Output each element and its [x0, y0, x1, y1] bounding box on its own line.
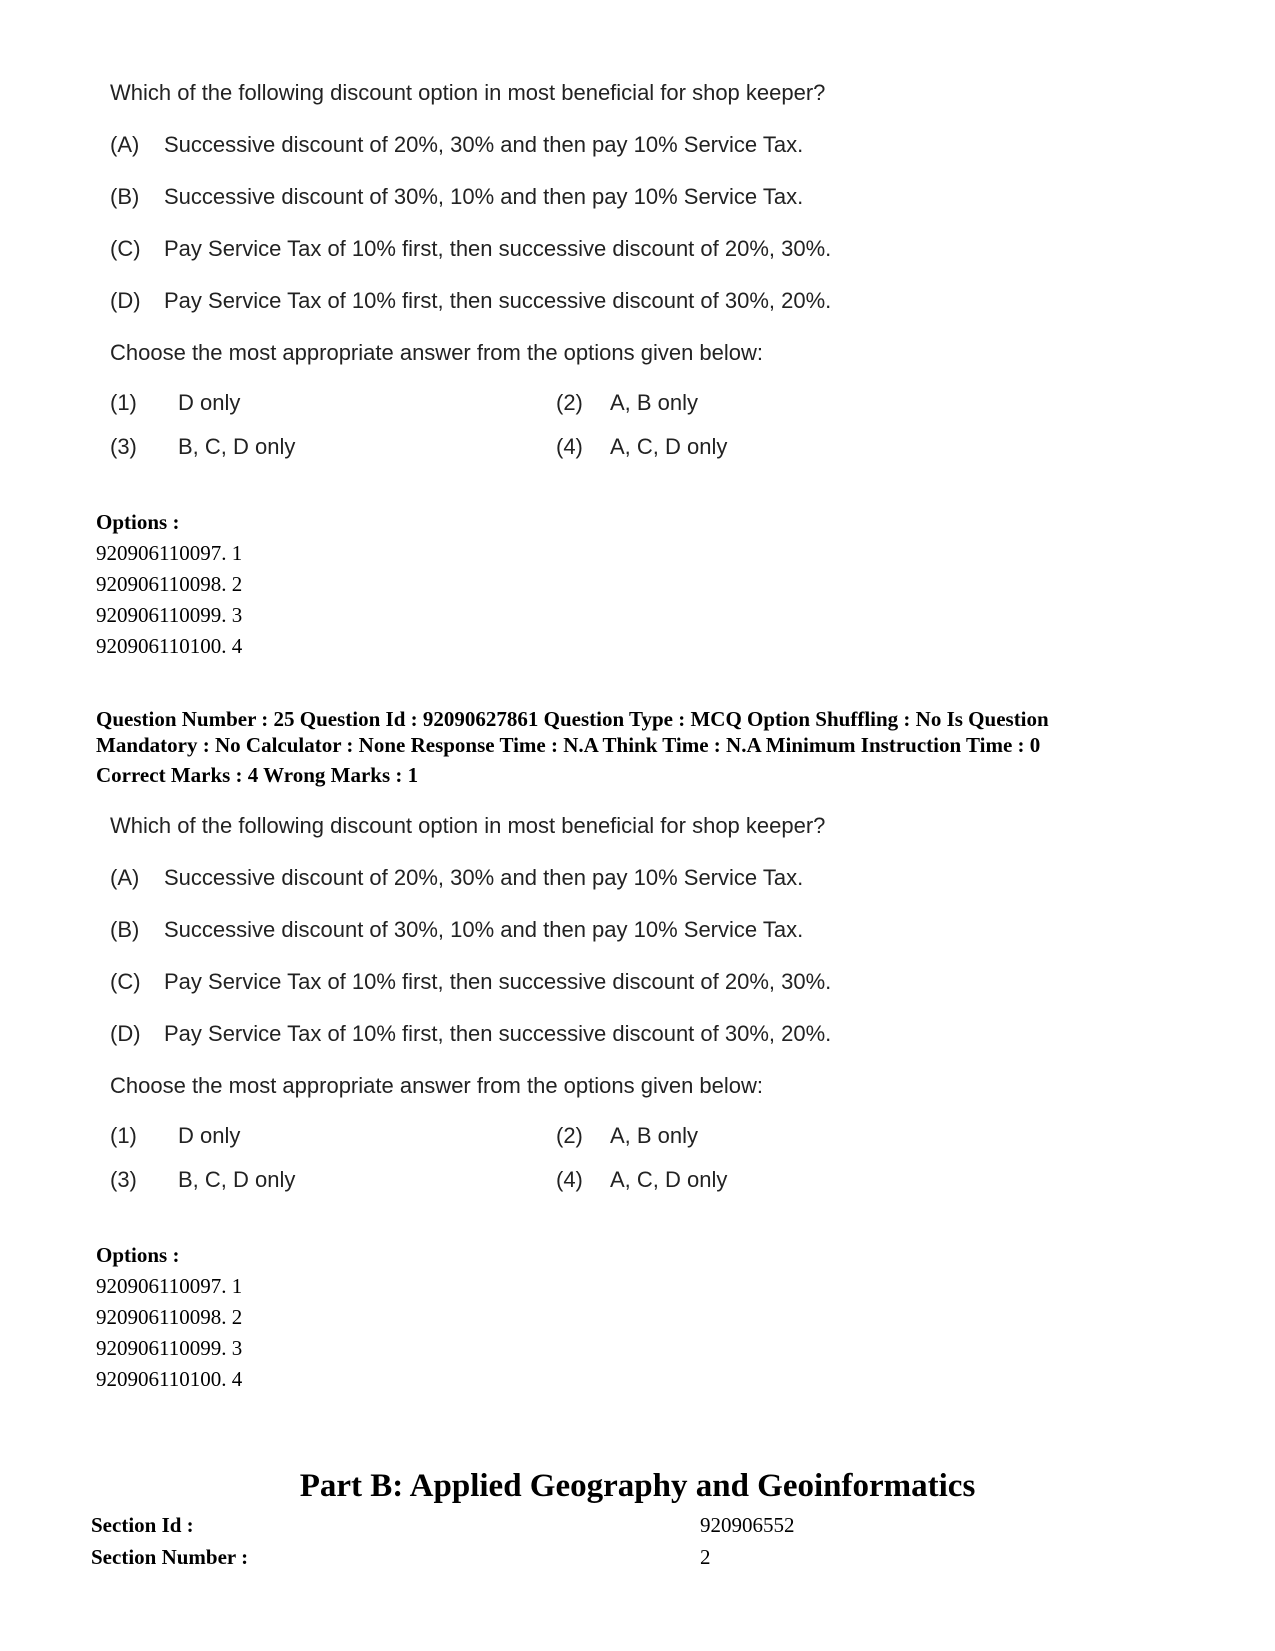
section-id-value: 920906552 [700, 1513, 795, 1537]
option-id-1: 920906110097. 1 [96, 1274, 243, 1298]
answer-number: (4) [556, 1167, 583, 1192]
question-text: Which of the following discount option in most beneficial for shop keeper? [110, 80, 826, 105]
statement-text: Pay Service Tax of 10% first, then successive discount of 30%, 20%. [164, 288, 832, 313]
answer-text: B, C, D only [178, 1167, 296, 1192]
instruction-text: Choose the most appropriate answer from the options given below: [110, 340, 764, 365]
answer-number: (1) [110, 390, 137, 415]
answer-text: A, C, D only [610, 1167, 728, 1192]
statement-text: Successive discount of 20%, 30% and then pay 10% Service Tax. [164, 865, 804, 890]
section-number-label: Section Number : [91, 1545, 249, 1569]
answer-number: (3) [110, 1167, 137, 1192]
options-heading: Options : [96, 510, 180, 534]
option-id-4: 920906110100. 4 [96, 634, 243, 658]
section-id-label: Section Id : [91, 1513, 194, 1537]
option-id-2: 920906110098. 2 [96, 1305, 243, 1329]
question-marks: Correct Marks : 4 Wrong Marks : 1 [96, 763, 419, 787]
statement-text: Pay Service Tax of 10% first, then successive discount of 20%, 30%. [164, 969, 832, 994]
answer-text: A, B only [610, 390, 699, 415]
answer-number: (4) [556, 434, 583, 459]
statement-label: (C) [110, 236, 141, 261]
section-number-value: 2 [700, 1545, 711, 1569]
answer-text: D only [178, 390, 241, 415]
answer-text: B, C, D only [178, 434, 296, 459]
statement-label: (B) [110, 184, 140, 209]
statement-text: Pay Service Tax of 10% first, then successive discount of 30%, 20%. [164, 1021, 832, 1046]
answer-text: D only [178, 1123, 241, 1148]
statement-label: (D) [110, 288, 141, 313]
statement-label: (A) [110, 865, 140, 890]
statement-text: Pay Service Tax of 10% first, then successive discount of 20%, 30%. [164, 236, 832, 261]
option-id-3: 920906110099. 3 [96, 603, 243, 627]
statement-text: Successive discount of 30%, 10% and then pay 10% Service Tax. [164, 917, 804, 942]
option-id-2: 920906110098. 2 [96, 572, 243, 596]
statement-label: (D) [110, 1021, 141, 1046]
answer-number: (3) [110, 434, 137, 459]
options-heading: Options : [96, 1243, 180, 1267]
option-id-3: 920906110099. 3 [96, 1336, 243, 1360]
instruction-text: Choose the most appropriate answer from the options given below: [110, 1073, 764, 1098]
question-text: Which of the following discount option in most beneficial for shop keeper? [110, 813, 826, 838]
question-metadata: Question Number : 25 Question Id : 92090627861 Question Type : MCQ Option Shuffling : No Is Question Mandatory : No Calculator : None Response Time : N.A Think Time : N.A Minimum Instruction Time : 0 [96, 707, 1049, 757]
statement-text: Successive discount of 30%, 10% and then pay 10% Service Tax. [164, 184, 804, 209]
part-title: Part B: Applied Geography and Geoinformatics [299, 1468, 976, 1504]
answer-number: (1) [110, 1123, 137, 1148]
answer-number: (2) [556, 390, 583, 415]
statement-text: Successive discount of 20%, 30% and then pay 10% Service Tax. [164, 132, 804, 157]
option-id-4: 920906110100. 4 [96, 1367, 243, 1391]
answer-number: (2) [556, 1123, 583, 1148]
answer-text: A, B only [610, 1123, 699, 1148]
statement-label: (C) [110, 969, 141, 994]
answer-text: A, C, D only [610, 434, 728, 459]
statement-label: (B) [110, 917, 140, 942]
option-id-1: 920906110097. 1 [96, 541, 243, 565]
statement-label: (A) [110, 132, 140, 157]
